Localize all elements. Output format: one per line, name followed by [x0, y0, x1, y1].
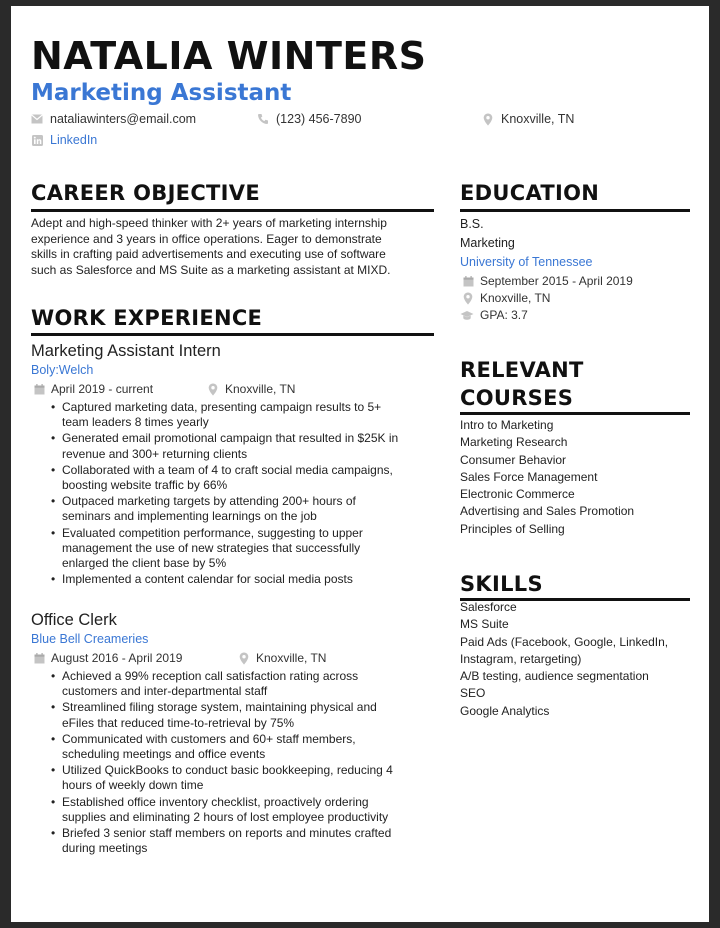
courses-heading-line: RELEVANT — [460, 358, 584, 382]
experience-heading: WORK EXPERIENCE — [31, 306, 263, 330]
job-bullet-line: customers and inter-departmental staff — [62, 684, 268, 699]
job-bullet-line: eFiles that reduced time-to-retrieval by 75% — [62, 715, 295, 730]
gpa-text: GPA: 3.7 — [480, 308, 528, 322]
job-title: Office Clerk — [31, 611, 117, 629]
objective-line: Adept and high-speed thinker with 2+ years of marketing internship — [31, 216, 387, 230]
field-of-study: Marketing — [460, 236, 515, 250]
skills-list — [460, 599, 668, 720]
objective-text — [31, 216, 436, 278]
map-pin-icon — [482, 113, 494, 125]
map-pin-icon — [462, 292, 474, 304]
objective-line: such as Salesforce and MS Suite as a marketing assistant at MIXD. — [31, 262, 391, 277]
contact-linkedin[interactable] — [31, 133, 97, 147]
education-dates — [462, 274, 633, 288]
job-bullet-line: • Communicated with customers and 60+ staff members, — [62, 731, 356, 746]
job-bullet — [51, 572, 441, 587]
job-bullet-line: boosting website traffic by 66% — [62, 478, 228, 493]
linkedin-link[interactable]: LinkedIn — [50, 133, 98, 147]
course-item: Intro to Marketing — [460, 418, 554, 432]
course-item: Sales Force Management — [460, 469, 598, 484]
job-location — [207, 382, 295, 396]
skill-item: Paid Ads (Facebook, Google, LinkedIn, — [460, 634, 669, 649]
education-location — [462, 291, 550, 305]
job-bullets — [51, 669, 441, 857]
job-dates-text: April 2019 - current — [51, 382, 154, 396]
job-bullet-line: revenue and 300+ returning clients — [62, 446, 248, 461]
education-dates-text: September 2015 - April 2019 — [480, 274, 633, 288]
school-name[interactable]: University of Tennessee — [460, 255, 593, 269]
job-bullet-line: • Achieved a 99% reception call satisfaction rating across — [62, 669, 359, 683]
job-bullet — [51, 795, 441, 825]
job-bullet-line: • Utilized QuickBooks to conduct basic bookkeeping, reducing 4 — [62, 763, 393, 778]
job-bullet-line: • Captured marketing data, presenting campaign results to 5+ — [62, 400, 382, 414]
job-bullet — [51, 431, 441, 461]
course-item: Advertising and Sales Promotion — [460, 504, 635, 519]
skill-item: A/B testing, audience segmentation — [460, 669, 649, 684]
job-bullet — [51, 669, 441, 699]
job-dates-text: August 2016 - April 2019 — [51, 651, 183, 665]
contact-email[interactable] — [31, 112, 196, 126]
courses-divider — [460, 412, 690, 415]
job-location-text: Knoxville, TN — [256, 651, 327, 665]
skill-item: Instagram, retargeting) — [460, 651, 582, 666]
skill-item: Google Analytics — [460, 703, 550, 718]
job-bullet-line: • Outpaced marketing targets by attending 200+ hours of — [62, 494, 356, 509]
calendar-icon — [462, 275, 474, 287]
job-bullet — [51, 494, 441, 524]
education-divider — [460, 209, 690, 212]
candidate-name: NATALIA WINTERS — [31, 34, 427, 78]
phone-text: (123) 456-7890 — [276, 112, 362, 126]
map-pin-icon — [207, 383, 219, 395]
job-dates — [33, 651, 182, 665]
objective-heading: CAREER OBJECTIVE — [31, 181, 260, 205]
job-location — [238, 651, 326, 665]
degree: B.S. — [460, 217, 484, 231]
job-bullet-line: supplies and eliminating 2 hours of lost employee productivity — [62, 809, 389, 824]
job-bullet-line: • Evaluated competition performance, suggesting to upper — [62, 525, 363, 540]
course-item: Electronic Commerce — [460, 487, 575, 502]
company-name[interactable]: Blue Bell Creameries — [31, 632, 149, 646]
graduation-cap-icon — [460, 309, 474, 321]
skill-item: MS Suite — [460, 617, 509, 632]
education-gpa — [460, 308, 528, 322]
job-bullet — [51, 826, 441, 856]
calendar-icon — [33, 383, 45, 395]
course-item: Principles of Selling — [460, 521, 565, 536]
location-text: Knoxville, TN — [501, 112, 575, 126]
job-bullet-line: seminars and implementing learnings on the job — [62, 509, 317, 524]
job-bullet-line: during meetings — [62, 841, 148, 856]
objective-line: experience and 3 years in office operations. Eager to demonstrate — [31, 231, 382, 246]
job-bullet-line: hours of weekly down time — [62, 778, 204, 793]
envelope-icon — [31, 113, 43, 125]
skill-item: SEO — [460, 686, 486, 701]
resume-page — [11, 6, 709, 922]
job-bullet-line: scheduling meetings and office events — [62, 747, 266, 762]
map-pin-icon — [238, 652, 250, 664]
course-item: Marketing Research — [460, 435, 568, 450]
education-heading: EDUCATION — [460, 181, 600, 205]
job-bullet — [51, 732, 441, 762]
objective-divider — [31, 209, 434, 212]
experience-divider — [31, 333, 434, 336]
job-bullet-line: • Established office inventory checklist, proactively ordering — [62, 794, 369, 809]
phone-icon — [257, 113, 269, 125]
job-dates — [33, 382, 153, 396]
job-bullet — [51, 463, 441, 493]
education-location-text: Knoxville, TN — [480, 291, 551, 305]
courses-heading-line: COURSES — [460, 386, 574, 410]
courses-heading — [460, 356, 584, 412]
job-bullet — [51, 763, 441, 793]
job-bullet — [51, 700, 441, 730]
contact-phone[interactable] — [257, 112, 361, 126]
job-title: Marketing Assistant Intern — [31, 342, 221, 360]
contact-location — [482, 112, 574, 126]
course-item: Consumer Behavior — [460, 452, 567, 467]
linkedin-icon — [31, 134, 43, 146]
skills-heading: SKILLS — [460, 572, 543, 596]
job-bullet — [51, 526, 441, 572]
job-location-text: Knoxville, TN — [225, 382, 296, 396]
job-bullet-line: • Streamlined filing storage system, maintaining physical and — [62, 700, 377, 715]
job-bullet-line: • Collaborated with a team of 4 to craft social media campaigns, — [62, 462, 393, 477]
company-name[interactable]: Boly:Welch — [31, 363, 94, 377]
job-bullet-line: team leaders 8 times yearly — [62, 415, 209, 430]
job-bullet-line: enlarged the client base by 5% — [62, 556, 227, 571]
candidate-role: Marketing Assistant — [31, 80, 292, 106]
skill-item: Salesforce — [460, 600, 517, 614]
job-bullet-line: • Implemented a content calendar for social media posts — [62, 572, 353, 587]
job-bullets — [51, 400, 441, 588]
calendar-icon — [33, 652, 45, 664]
job-bullet — [51, 400, 441, 430]
job-bullet-line: • Briefed 3 senior staff members on reports and minutes crafted — [62, 826, 392, 841]
email-text: nataliawinters@email.com — [50, 112, 197, 126]
objective-line: skills in crafting paid advertisements and executing use of software — [31, 247, 386, 261]
courses-list — [460, 417, 634, 538]
job-bullet-line: management the use of new strategies that successfully — [62, 540, 361, 555]
job-bullet-line: • Generated email promotional campaign that resulted in $25K in — [62, 431, 399, 446]
